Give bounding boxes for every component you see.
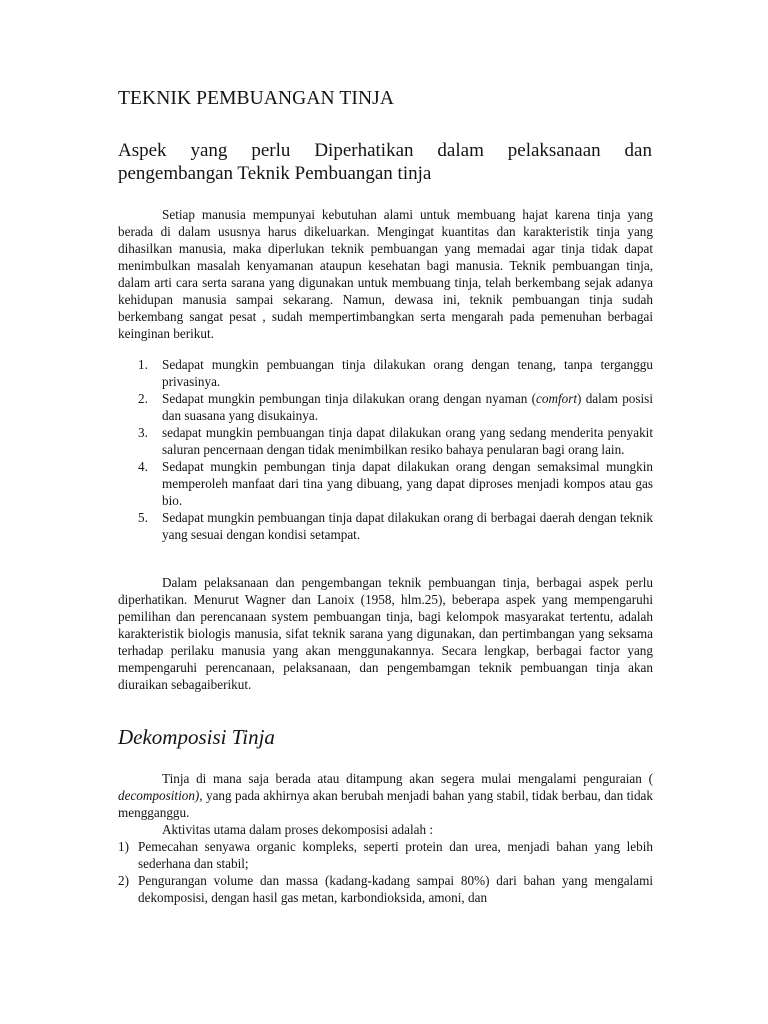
decomp-italic: decomposition),: [118, 788, 203, 803]
list-item: [118, 872, 653, 906]
activities-list: [118, 838, 653, 906]
list-item-text: sedapat mungkin pembuangan tinja dapat dilakukan orang yang sedang menderita penyakit saluran pencernaan dengan tidak menimbilkan resiko bahaya penularan bagi orang lain.: [162, 425, 653, 457]
list-item-text: Pemecahan senyawa organic kompleks, seperti protein dan urea, menjadi bahan yang lebih sederhana dan stabil;: [138, 839, 653, 871]
paragraph-2: Dalam pelaksanaan dan pengembangan teknik pembuangan tinja, berbagai aspek perlu diperhatikan. Menurut Wagner dan Lanoix (1958, hlm.25), beberapa aspek yang mempengaruhi pemilihan dan perencanaan system pembuangan tinja, bagi kelompok masyarakat tertentu, adalah karakteristik biologis manusia, sifat teknik sarana yang digunakan, dan pertimbangan yang seksama terhadap perilaku manusia yang akan menggunakannya. Secara lengkap, berbagai factor yang mempengaruhi perencanaan, pelaksanaan, dan pengembamgan teknik pembuangan tinja akan diuraikan sebagaiberikut.: [118, 575, 653, 692]
list-item: [118, 424, 653, 458]
decomp-text: Tinja di mana saja berada atau ditampung akan segera mulai mengalami penguraian (: [162, 771, 653, 786]
list-item-text: Pengurangan volume dan massa (kadang-kadang sampai 80%) dari bahan yang mengalami dekomposisi, dengan hasil gas metan, karbondioksida, amoni, dan: [138, 873, 653, 905]
list-item-italic: comfort: [536, 391, 578, 406]
section-heading: Aspek yang perlu Diperhatikan dalam pelaksanaan dan pengembangan Teknik Pembuangan tinja: [118, 140, 652, 184]
intro-paragraph: Setiap manusia mempunyai kebutuhan alami untuk membuang hajat karena tinja yang berada di dalam ususnya harus dikeluarkan. Mengingat kuantitas dan karakteristik tinja yang dihasilkan manusia, maka diperlukan teknik pembuangan yang memadai agar tinja tidak dapat menimbulkan masalah kenyamanan ataupun kesehatan bagi manusia. Teknik pembuangan tinja, dalam arti cara serta sarana yang digunakan untuk membuang tinja, telah berkembang sejak adanya kehidupan manusia sampai sekarang. Namun, dewasa ini, teknik pembuangan tinja sudah berkembang sangat pesat , sudah mempertimbangkan serta mengarah pada pemenuhan berbagai keinginan berikut.: [118, 207, 653, 341]
list-number: 5.: [138, 510, 148, 525]
list-item: [118, 458, 653, 509]
heading-dekomposisi: Dekomposisi Tinja: [118, 725, 275, 749]
list-item: [118, 838, 653, 872]
list-item-text: Sedapat mungkin pembungan tinja dapat dilakukan orang dengan semaksimal mungkin memperoleh manfaat dari tina yang dibuang, yang dapat diproses menjadi kompos atau gas bio.: [162, 459, 653, 508]
decomposition-paragraph: [118, 770, 653, 821]
list-item: [118, 390, 653, 424]
list-number: 1.: [138, 357, 148, 372]
list-item-text: Sedapat mungkin pembungan tinja dilakukan orang dengan nyaman (: [162, 391, 537, 406]
list-item-text-after: ) dalam posisi dan suasana yang disukainya.: [162, 391, 653, 423]
list-item: [118, 356, 653, 390]
decomp-text-after: yang pada akhirnya akan berubah menjadi bahan yang stabil, tidak berbau, dan tidak mengganggu.: [118, 788, 653, 820]
requirements-list: [118, 356, 653, 543]
list-number: 3.: [138, 425, 148, 440]
list-number: 2.: [138, 391, 148, 406]
list-number: 1): [118, 839, 129, 854]
list-item: [118, 509, 653, 543]
list-number: 4.: [138, 459, 148, 474]
page-title: TEKNIK PEMBUANGAN TINJA: [118, 88, 395, 109]
list-item-text: Sedapat mungkin pembuangan tinja dapat dilakukan orang di berbagai daerah dengan teknik yang sesuai dengan kondisi setampat.: [162, 510, 653, 542]
list-item-text: Sedapat mungkin pembuangan tinja dilakukan orang dengan tenang, tanpa terganggu privasinya.: [162, 357, 653, 389]
list-number: 2): [118, 873, 129, 888]
activity-intro: Aktivitas utama dalam proses dekomposisi adalah :: [162, 822, 434, 837]
